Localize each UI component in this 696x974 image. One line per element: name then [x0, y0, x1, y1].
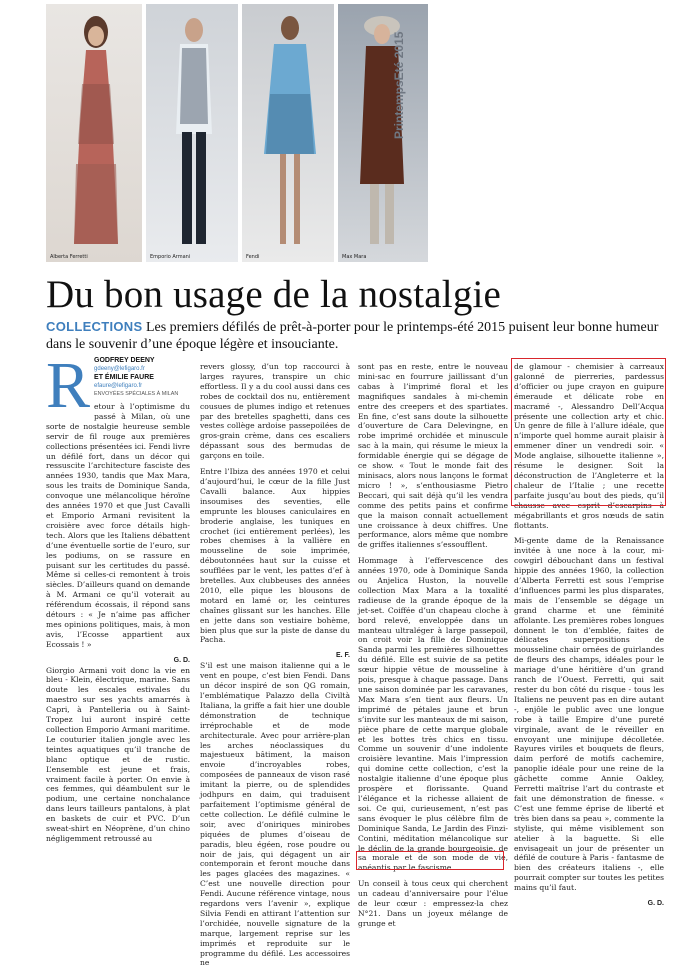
model-figure-3: [242, 4, 334, 262]
model-figure-1: [46, 4, 142, 262]
signature: E. F.: [335, 652, 350, 660]
headline: Du bon usage de la nostalgie: [46, 273, 502, 316]
article-column-1: [46, 349, 191, 850]
paragraph: Entre l’Ibiza des années 1970 et celui d’aujourd’hui, le cœur de la fille Just Cavalli balance. Aux hippies insoumises des seventies, elle emprunte les blouses caniculaires en broderie anglaise, les tuniques en crochet (ici entièrement perlées), les robes chemises à la vallière en mousseline de soie imprimée, déboutonnées haut sur la cuisse et soufflées par le vent, les pattes d’ef à bretelles. Aux clubbeuses des années 2010, elle pique les blousons de motard en lamé or, les ceintures chaînes glissant sur les hanches. Elle en jette dans son vestiaire bohème, bien plus que sur la piste de danse du Pacha.: [200, 467, 350, 645]
byline-author-2: ET ÉMILIE FAURE: [94, 374, 154, 381]
section-kicker: COLLECTIONS: [46, 319, 143, 334]
photo-alberta-ferretti: [46, 4, 142, 262]
byline-author-1: GODFREY DEENY: [94, 357, 155, 364]
highlight-box: [511, 358, 666, 506]
photo-banner: PrintempsEté 2015: [392, 31, 406, 139]
model-figure-2: [146, 4, 238, 262]
byline-role: ENVOYÉES SPÉCIALES À MILAN: [94, 391, 179, 397]
photo-caption: Fendi: [246, 254, 260, 260]
byline-email-1[interactable]: gdeeny@lefigaro.fr: [94, 366, 145, 372]
photo-caption: Max Mara: [342, 254, 367, 260]
paragraph: Mi-gente dame de la Renaissance invitée à une noce à la cour, mi-cowgirl débouchant dans un festival hippie des années 1960, la collection d’Alberta Ferretti est sous l’emprise d’influences parmi les plus disparates, mais de l’ensemble se dégage un grand charme et une féminité affolante. Les premières robes longues donnent le ton d’emblée, faites de délicates superpositions de mousseline chair ornées de guirlandes de fleurs des champs, idéales pour le mariage d’une héritière d’un grand ranch de l’Ouest. Ferretti, qui sait rester du bon côté du risque - tous les Italiens ne peuvent pas en dire autant -, enjôle le public avec une longue robe à taille Empire d’une pureté virginale, avant de le réveiller en envoyant une minijupe décolletée. Rayures viriles et bouquets de fleurs, daim perforé de motifs cachemire, panoplie idéale pour une reine de la gâchette comme Annie Oakley, Ferretti maîtrise l’art du contraste et fait une démonstration de finesse. « C’est une femme éprise de liberté et très bien dans sa peau », commente la styliste, qui même visiblement son atelier à la baguette. Si elle envisageait un jour de présenter un défilé de couture à Paris - fantasme de bien des créateurs italiens -, elle pourrait compter sur toutes les petites mains qu’il faut.: [514, 536, 665, 893]
paragraph: Un conseil à tous ceux qui cherchent un cadeau d’anniversaire pour l’élue de leur cœur : empressez-la chez N°21. Dans un joyeux mélange de grunge et: [358, 879, 508, 928]
paragraph: S’il est une maison italienne qui a le vent en poupe, c’est bien Fendi. Dans un décor inspiré de son QG romain, l’emblématique Palazzo della Civiltà Italiana, la griffe a fait hier une double démonstration de technique irréprochable et de mode architecturale. Avec pour arrière-plan les arches néoclassiques du majestueux bâtiment, la maison envoie d’incroyables robes, composées de panneaux de vison rasé imitant la pierre, ou de splendides jodhpurs en daim, qui traduisent parfaitement l’optimisme général de cette collection. Le défilé culmine le soir, avec d’oniriques minirobes piquées de plumes d’oiseau de paradis, bleu égéen, rose poudre ou noir de jais, qui dégagent un air contemporain et feront mouche dans les pages glacées des magazines. « C’est une nouvelle direction pour Fendi. Aucune référence vintage, nous regardons vers l’avenir », explique Silvia Fendi en attirant l’attention sur l’orchidée, nouvelle signature de la marque, largement reprise sur les imprimés et reproduite sur le programme du défilé. Les accessoires ne: [200, 661, 350, 968]
photo-caption: Emporio Armani: [150, 254, 191, 260]
dropcap: R: [46, 349, 91, 422]
photo-caption: Alberta Ferretti: [50, 254, 88, 260]
photo-fendi: [242, 4, 334, 262]
paragraph: sont pas en reste, entre le nouveau mini-sac en fourrure jaillissant d’un cabas à l’imprimé floral et les magnifiques sandales à mi-chemin entre des creepers et des spartiates. En fine, c’est sans doute la silhouette d’ouverture de Cara Delevingne, en robe imprimé orchidée et minuscule sac à la main, qui résume le mieux la formidable énergie qui se dégage de ce show. « Tout le monde fait des minisacs, alors nous lançons le format micro ! », s’enthousiasme Pietro Beccari, qui sait déjà qu’il les vendra comme des petits pains et confirme que la maison connaît actuellement une croissance à deux chiffres. Une performance, alors même que nombre de griffes italiennes s’essoufflent.: [358, 362, 508, 550]
paragraph: de glamour - chemisier à carreaux galonné de pierreries, pardessus d’officier ou jupe crayon en guipure émeraude et délicate robe en macramé -, Alessandro Dell’Acqua présente une collection arty et chic. Un genre de fille à l’allure idéale, que n’importe quel homme aurait plaisir à emmener dîner un vendredi soir. « Mode anglaise, silhouette italienne », résume le designer. Soit la déconstruction de l’Angleterre et la chaleur de l’Italie ; une recette parfaite jusqu’au bout des pieds, qu’il chausse avec esprit d’escarpins à mégabrillants et gros nœuds de satin flottants.: [514, 362, 664, 530]
signature: G. D.: [647, 900, 664, 908]
signature: G. D.: [173, 656, 190, 664]
lead-text: Les premiers défilés de prêt-à-porter pour le printemps-été 2015 puisent leur bonne humeur dans le souvenir d’une époque légère et insouciante.: [46, 320, 659, 352]
highlight-box: [356, 851, 504, 870]
paragraph: etour à l’optimisme du passé à Milan, où une sorte de nostalgie heureuse semble servir de fil rouge aux premières collections présentées ici. Fendi livre un défilé fort, dans un décor qui ressuscite l’architecture fasciste des années 1930, tandis que Max Mara, sous les traits de Dominique Sanda, convoque une mélancolique héroïne des années 1970 et que Just Cavalli et Emporio Armani revisitent la croisière avec force détails high-tech. Alors que les Italiens débattent d’une éventuelle sortie de l’euro, sur les podiums, on se rassure en puisant sur les certitudes du passé. Même si celles-ci remontent à trois siècles. D’ailleurs quand on demande à M. Armani ce qu’il voterait au référendum écossais, il répond sans détours : « Je n’aime pas afficher mes opinions politiques, mais, à mon avis, l’Ecosse appartient aux Ecossais ! »: [46, 402, 191, 649]
paragraph: Giorgio Armani voit donc la vie en bleu - Klein, électrique, marine. Sans doute les escales estivales du maestro sur ses yachts amarrés à Capri, à Pantelleria ou à Saint-Tropez lui auront inspiré cette collection Emporio Armani maritime. Le couturier italien jongle avec les teintes aquatiques qu’il tranche de blanc optique et de rustic. L’ensemble est jeune et frais, vraiment facile à porter. On envie à ces femmes, qui déambulent sur le podium, une certaine nonchalance dans leurs tailleurs pantalons, à plat en baskets de cuir et PVC. D’un sweat-shirt en Néoprène, d’un chino négligemment retroussé au: [46, 665, 190, 843]
lead-paragraph: [46, 318, 666, 353]
photo-emporio-armani: [146, 4, 238, 262]
byline-email-2[interactable]: efaure@lefigaro.fr: [94, 383, 143, 389]
article-column-2: [200, 362, 350, 974]
paragraph: Hommage à l’effervescence des années 1970, ode à Dominique Sanda ou Anjelica Huston, la nouvelle collection Max Mara a la toxalité radieuse de la grande époque de la jet-set. Coiffée d’un chapeau cloche à bord relevé, enveloppée dans un manteau ultraléger à large passepoil, on croit voir la fille de Dominique Sanda parmi les premières silhouettes du défilé. Elle est suivie de sa petite sœur hippie vêtue de mousseline à pois, presque à chaque passage. Dans une saison dominée par les caravanes, Max Mara s’en tient aux fleurs. Un imprimé de pétales jaune et brun s’invite sur les manteaux de mi saison, pièce phare de cette marque globale et les bottes très chics en tissu. Comme un souvenir d’une indolente croisière levantine. Mais l’impression qui domine cette collection, c’est la nostalgie italienne d’une époque plus prospère et florissante. Quand l’élégance et la richesse allaient de soi. Ce qui, curieusement, n’est pas sans évoquer le plus célèbre film de Dominique Sanda, Le Jardin des Finzi-Contini, méditation mélancolique sur le déclin de la grande bourgeoisie, de sa morale et de son mode de vie, anéantis par le fascisme.: [358, 556, 508, 873]
paragraph: revers glossy, d’un top raccourci à larges rayures, transpire un chic effortless. Il y a du cool aussi dans ces robes de cocktail dos nu, entièrement cousues de plumes indigo et retenues par des bretelles spaghetti, dans ces vestes collège ardoise passepoilées de gros-grain crème, dans ces escaliers dépassant sous des bermudas de garçons en toile.: [200, 362, 350, 461]
article-column-3: [358, 362, 508, 935]
